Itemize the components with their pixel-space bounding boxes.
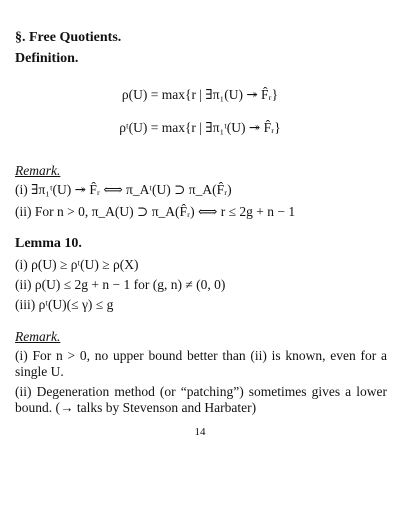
- lemma-item-iii: (iii) ρᵗ(U)(≤ γ) ≤ g: [15, 297, 114, 312]
- lemma-item-i: (i) ρ(U) ≥ ρᵗ(U) ≥ ρ(X): [15, 257, 139, 272]
- lemma-item-ii: (ii) ρ(U) ≤ 2g + n − 1 for (g, n) ≠ (0, 0): [15, 277, 226, 292]
- definition-heading: Definition.: [15, 51, 79, 66]
- remark-2-item-i: (i) For n > 0, no upper bound better than (ii) is known, even for a single U.: [15, 348, 387, 379]
- remark-2-item-ii: (ii) Degeneration method (or “patching”) sometimes gives a lower bound. (→ talks by Stevenson and Harbater): [15, 384, 387, 415]
- remark-1-label: Remark.: [15, 163, 61, 178]
- equation-rho: ρ(U) = max{r | ∃π₁(U) ↠ F̂ᵣ}: [121, 87, 279, 102]
- section-heading: §. Free Quotients.: [15, 30, 122, 45]
- lemma-heading: Lemma 10.: [15, 236, 82, 251]
- remark-2-label: Remark.: [15, 329, 61, 344]
- equation-rho-t: ρᵗ(U) = max{r | ∃π₁ᵗ(U) ↠ F̂ᵣ}: [119, 120, 281, 135]
- remark-1-item-ii: (ii) For n > 0, π_A(U) ⊃ π_A(F̂ᵣ) ⟺ r ≤ 2g + n − 1: [15, 204, 296, 219]
- page-number: 14: [194, 426, 206, 438]
- remark-1-item-i: (i) ∃π₁ᵗ(U) ↠ F̂ᵣ ⟺ π_Aᵗ(U) ⊃ π_A(F̂ᵣ): [15, 182, 232, 197]
